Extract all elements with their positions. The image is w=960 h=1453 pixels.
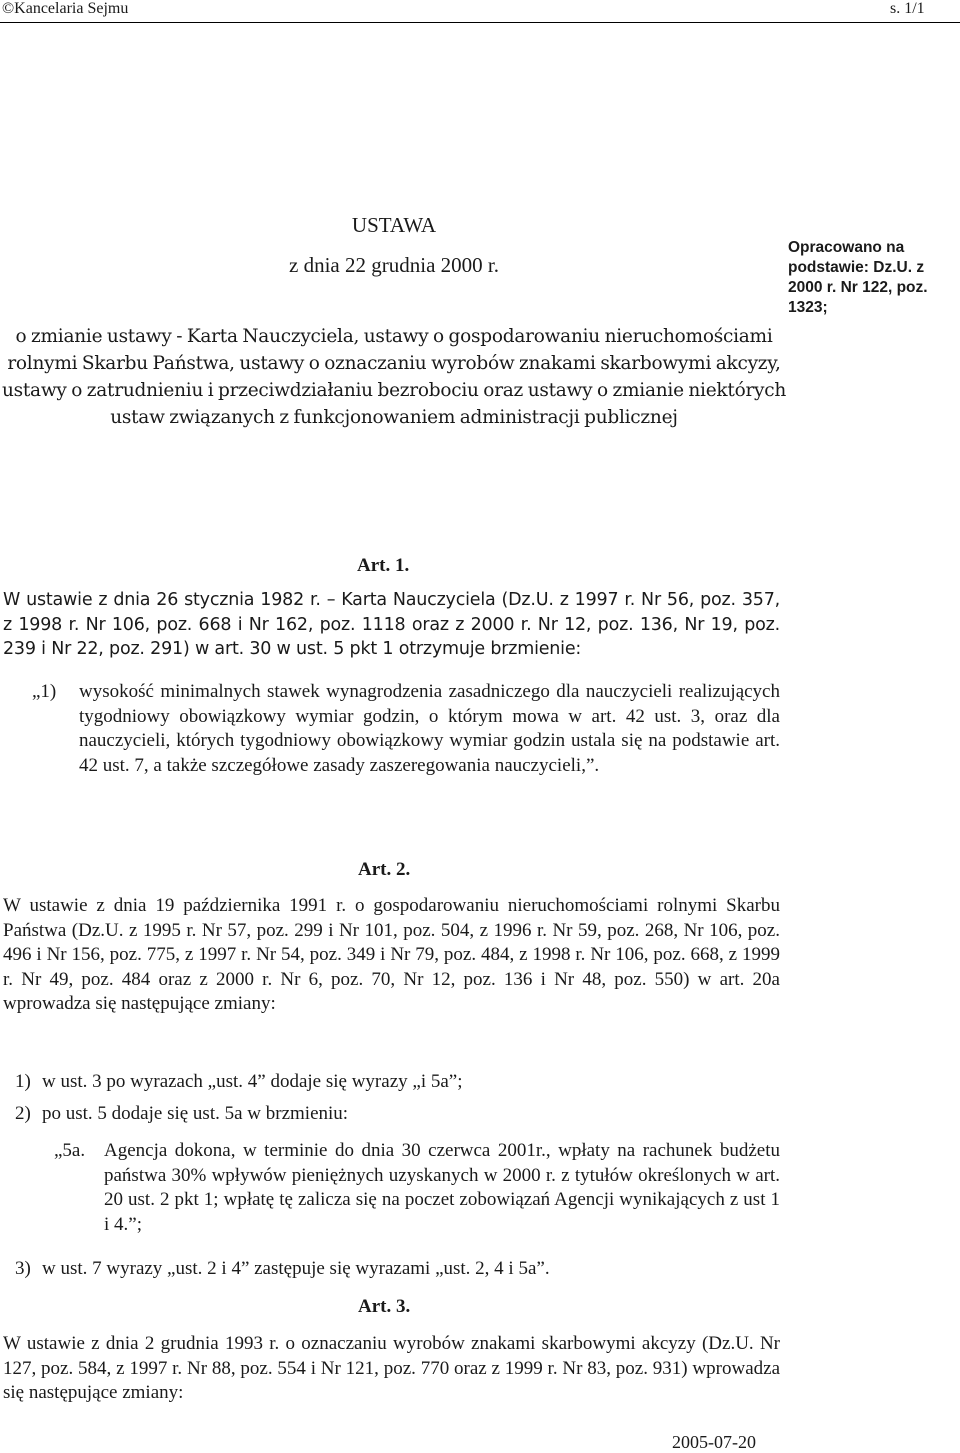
article-1-intro bbox=[3, 588, 780, 662]
act-date: z dnia 22 grudnia 2000 r. bbox=[289, 253, 499, 277]
header-divider bbox=[0, 22, 960, 23]
header-page-number: s. 1/1 bbox=[890, 0, 925, 17]
article-2-heading: Art. 2. bbox=[358, 859, 411, 880]
article-2-item-3-num: 3) bbox=[15, 1258, 31, 1279]
act-subject: o zmianie ustawy - Karta Nauczyciela, ustawy o gospodarowaniu nieruchomościami rolnymi Skarbu Państwa, ustawy o oznaczaniu wyrobów znakami skarbowymi akcyzy, ustawy o zatrudnieniu i przeciwdziałaniu bezrobociu oraz ustawy o zmianie niektórych ustaw związanych z funkcjonowaniem administracji publicznej bbox=[1, 326, 787, 428]
article-2-item-2-text: po ust. 5 dodaje się ust. 5a w brzmieniu: bbox=[42, 1103, 349, 1124]
article-3-heading: Art. 3. bbox=[358, 1296, 411, 1317]
article-2-item-3-text: w ust. 7 wyrazy „ust. 2 i 4” zastępuje się wyrazami „ust. 2, 4 i 5a”. bbox=[42, 1258, 550, 1279]
article-2-item-2-num: 2) bbox=[15, 1103, 31, 1124]
article-3-intro: W ustawie z dnia 2 grudnia 1993 r. o oznaczaniu wyrobów znakami skarbowymi akcyzy (Dz.U. Nr 127, poz. 584, z 1997 r. Nr 88, poz. 554 i Nr 121, poz. 770 oraz z 1999 r. Nr 83, poz. 931) wprowadza się następujące zmiany: bbox=[3, 1333, 780, 1403]
article-1-quote-text: wysokość minimalnych stawek wynagrodzenia zasadniczego dla nauczycieli realizujących tygodniowy obowiązkowy wymiar godzin, o którym mowa w art. 42 ust. 3, oraz dla nauczycieli, których tygodniowy obowiązkowy wymiar godzin ustala się na podstawie art. 42 ust. 7, a także szczegółowe zasady zaszeregowania nauczycieli,”. bbox=[79, 681, 780, 776]
header-publisher: ©Kancelaria Sejmu bbox=[2, 0, 129, 17]
source-note: Opracowano na podstawie: Dz.U. z 2000 r. Nr 122, poz. 1323; bbox=[788, 239, 928, 316]
article-1-heading: Art. 1. bbox=[357, 555, 410, 576]
article-2-item-1-text: w ust. 3 po wyrazach „ust. 4” dodaje się wyrazy „i 5a”; bbox=[42, 1071, 463, 1092]
article-1-quote-lead: „1) bbox=[32, 681, 57, 702]
article-2-item-1-num: 1) bbox=[15, 1071, 31, 1092]
article-2-quote-text: Agencja dokona, w terminie do dnia 30 czerwca 2001r., wpłaty na rachunek budżetu państwa 30% wpływów pieniężnych uzyskanych w 2000 r. z tytułów określonych w art. 20 ust. 2 pkt 1; wpłatę tę zalicza się na poczet zobowiązań Agencji wynikających z ust 1 i 4.”; bbox=[104, 1140, 780, 1235]
article-1-intro-text: W ustawie z dnia 26 stycznia 1982 r. – Karta Nauczyciela (Dz.U. z 1997 r. Nr 56, poz. 357, z 1998 r. Nr 106, poz. 668 i Nr 162, poz. 1118 oraz z 2000 r. Nr 12, poz. 136, Nr 19, poz. 239 i Nr 22, poz. 291) w art. 30 w ust. 5 pkt 1 otrzymuje brzmienie: bbox=[3, 590, 780, 659]
act-type-title: USTAWA bbox=[351, 213, 437, 237]
footer-date: 2005-07-20 bbox=[672, 1432, 756, 1452]
article-2-quote-lead: „5a. bbox=[54, 1140, 86, 1161]
article-2-intro: W ustawie z dnia 19 października 1991 r. o gospodarowaniu nieruchomościami rolnymi Skarbu Państwa (Dz.U. z 1995 r. Nr 57, poz. 299 i Nr 101, poz. 504, z 1996 r. Nr 59, poz. 268, Nr 106, poz. 496 i Nr 156, poz. 775, z 1997 r. Nr 54, poz. 349 i Nr 79, poz. 484, z 1998 r. Nr 106, poz. 668, z 1999 r. Nr 49, poz. 484 oraz z 2000 r. Nr 6, poz. 70, Nr 12, poz. 136 i Nr 48, poz. 550) w art. 20a wprowadza się następujące zmiany: bbox=[3, 895, 780, 1014]
